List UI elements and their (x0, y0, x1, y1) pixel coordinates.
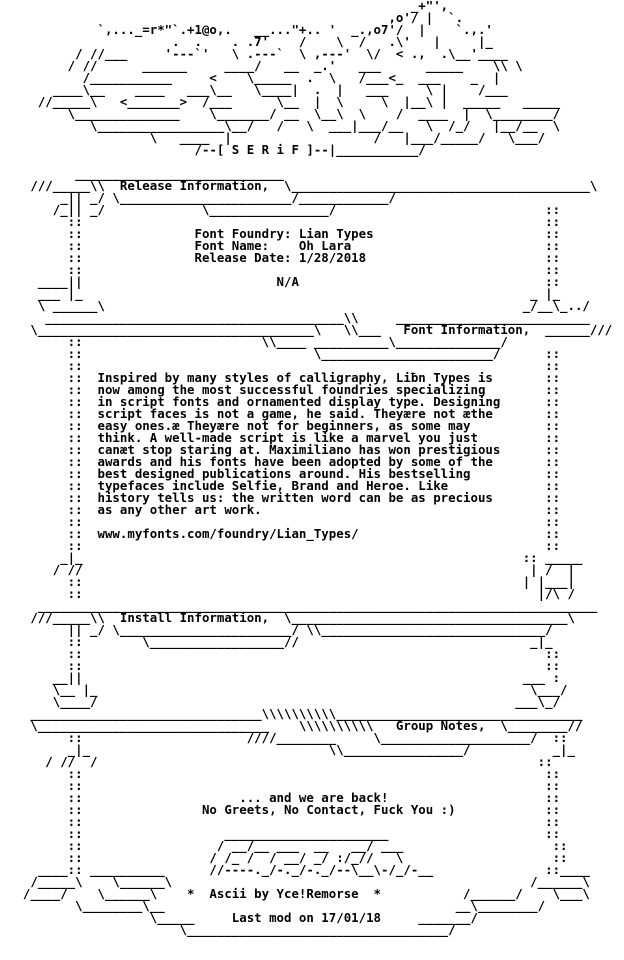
nfo-line: :: easy ones.æ Theyære not for beginners, as some may :: (8, 418, 561, 433)
nfo-line: :: :: (8, 814, 561, 829)
nfo-line: :: :: (8, 658, 561, 673)
nfo-line: :: \_______________________/ :: (8, 346, 561, 361)
nfo-line: :: script faces is not a game, he said. Theyære not æthe :: (8, 406, 561, 421)
nfo-line: :: |/\ / (8, 586, 575, 601)
nfo-line: /_____\ \______\ /______\ (8, 874, 590, 889)
nfo-line: \ ______\ _/__\_../ (8, 298, 590, 313)
nfo-line: / // | / | (8, 562, 575, 577)
nfo-line: _|_ :: _____ (8, 550, 583, 565)
nfo-line: \_____ Last mod on 17/01/18 _______/ (8, 910, 478, 925)
nfo-line: ____________________________ (8, 166, 285, 181)
nfo-line: / // ______ ____/ __ _.' ___ _____ \\ \ (8, 58, 523, 73)
nfo-line: \ ____ | / |___/_____/ \___/ (8, 130, 546, 145)
nfo-line: :: as any other art work. :: (8, 502, 561, 517)
nfo-line: :: now among the most successful foundries specializing :: (8, 382, 561, 397)
nfo-line: _______________________________\\\\\\\\\\_________________________________ (8, 706, 583, 721)
nfo-line: :: ////________ \____________________/ :: (8, 730, 568, 745)
nfo-line: \___________________________________/ (8, 922, 456, 937)
nfo-line: //_____\ <_______> /___ \__ | \ \ |__\ | _____ _____ (8, 94, 561, 109)
nfo-line: :: in script fonts and ornamented display type. Designing :: (8, 394, 561, 409)
nfo-line: || _/ \_______________________/ \\______________________________/ (8, 622, 553, 637)
nfo-line: _+"', (8, 0, 449, 13)
nfo-line: ____\__ ____ ___\__ \____| . | ___ \ | /___ (8, 82, 508, 97)
nfo-line: :: Font Foundry: Lian Types :: (8, 226, 561, 241)
nfo-line: :: Inspired by many styles of calligraphy, Liƀn Types is :: (8, 370, 561, 385)
nfo-line: :: think. A well-made script is like a marvel you just :: (8, 430, 561, 445)
nfo-line: :: ______________________ :: (8, 826, 561, 841)
nfo-line: :: ... and we are back! :: (8, 790, 561, 805)
nfo-line: :: awards and his fonts have been adopted by some of the :: (8, 454, 561, 469)
nfo-line: ___________________________________________________________________________ (8, 598, 598, 613)
nfo-line: :: :: (8, 514, 561, 529)
nfo-line: `,..._=r*"`.+1@o,. __..."+.. ' _.,o7'/ | `.,.' (8, 22, 493, 37)
nfo-line: :: / __/__ ___ __ __/ ___ :: (8, 838, 568, 853)
nfo-line: ____|| N/A :: (8, 274, 561, 289)
nfo-line: :: Font Name: Oh Lara :: (8, 238, 561, 253)
nfo-line: ________________________________________\\ __________________________ (8, 310, 590, 325)
ascii-art-nfo (8, 0, 612, 936)
nfo-line: :: :: (8, 778, 561, 793)
nfo-line: /____/ \______\ * Ascii by Yce!Remorse * /______/ \___\ (8, 886, 590, 901)
nfo-line: :: :: (8, 766, 561, 781)
nfo-line: :: typefaces include Selfie, Brand and Heroe. Like :: (8, 478, 561, 493)
nfo-line: . . . .7' / \ / .\' | |_ (8, 34, 493, 49)
nfo-line: \____/ ___\_/ (8, 694, 561, 709)
nfo-line: \_______________________________ \\\\\\\\\\ Group Notes, \________// (8, 718, 583, 733)
nfo-line: :: :: (8, 538, 561, 553)
nfo-line: :: :: (8, 214, 561, 229)
nfo-line: ,o'/ | `. (8, 10, 464, 25)
nfo-line: \_____________________________________\ \\___ Font Information, ______/// (8, 322, 613, 337)
nfo-line: :: \\____ __________\______________/ (8, 334, 508, 349)
nfo-line: :: www.myfonts.com/foundry/Lian_Types/ :: (8, 526, 561, 541)
nfo-line: ///_____\\ Release Information, \________________________________________\ (8, 178, 598, 193)
nfo-line: :: :: (8, 646, 561, 661)
nfo-line: :: history tells us: the written word can be as precious :: (8, 490, 561, 505)
nfo-line: /_|| _/ \________________/ :: (8, 202, 561, 217)
nfo-line: :: canæt stop staring at. Maximiliano has won prestigious :: (8, 442, 561, 457)
nfo-line: :: | |___| (8, 574, 575, 589)
nfo-line: :: No Greets, No Contact, Fuck You :) :: (8, 802, 561, 817)
nfo-line: /___________ < \_____ . \ /___<_ ___ _ | (8, 70, 501, 85)
nfo-line: \______________ \_______/ __ \__\ \ / ____ | \________/ (8, 106, 561, 121)
nfo-line: \________\__ __\________/ (8, 898, 546, 913)
nfo-line: ____:: __________ //----._/-._/-._/--\__\-/_/-__ ::____ (8, 862, 590, 877)
nfo-line: / //___ '---`' \ .---` \ ,---' \/ < ., .\__'____ (8, 46, 508, 61)
nfo-line: :: best designed publications around. His bestselling :: (8, 466, 561, 481)
nfo-line: :: :: (8, 262, 561, 277)
nfo-line: :: \__________________// _|_ (8, 634, 553, 649)
nfo-line: /--[ S E R i F ]--|___________/ (8, 142, 426, 157)
nfo-line: __|| ___ : (8, 670, 561, 685)
nfo-line: ///_____\\ Install Information, \_____________________________________\ (8, 610, 575, 625)
nfo-line: _|| _/ \_______________________/____________/ (8, 190, 404, 205)
nfo-line: \_________________\__/ / \ ___|___/__ \ /_/ |__/__ \ (8, 118, 561, 133)
nfo-line: \__ |_ \___/ (8, 682, 568, 697)
nfo-line: :: / /_ / / __/ _/ :/_// \ :: (8, 850, 568, 865)
nfo-line: :: :: (8, 358, 561, 373)
nfo-line: / // / :: (8, 754, 553, 769)
nfo-line: ___ |_ _ |_ (8, 286, 561, 301)
nfo-line: _|_ \\________________/ _|_ (8, 742, 575, 757)
nfo-line: :: Release Date: 1/28/2018 :: (8, 250, 561, 265)
